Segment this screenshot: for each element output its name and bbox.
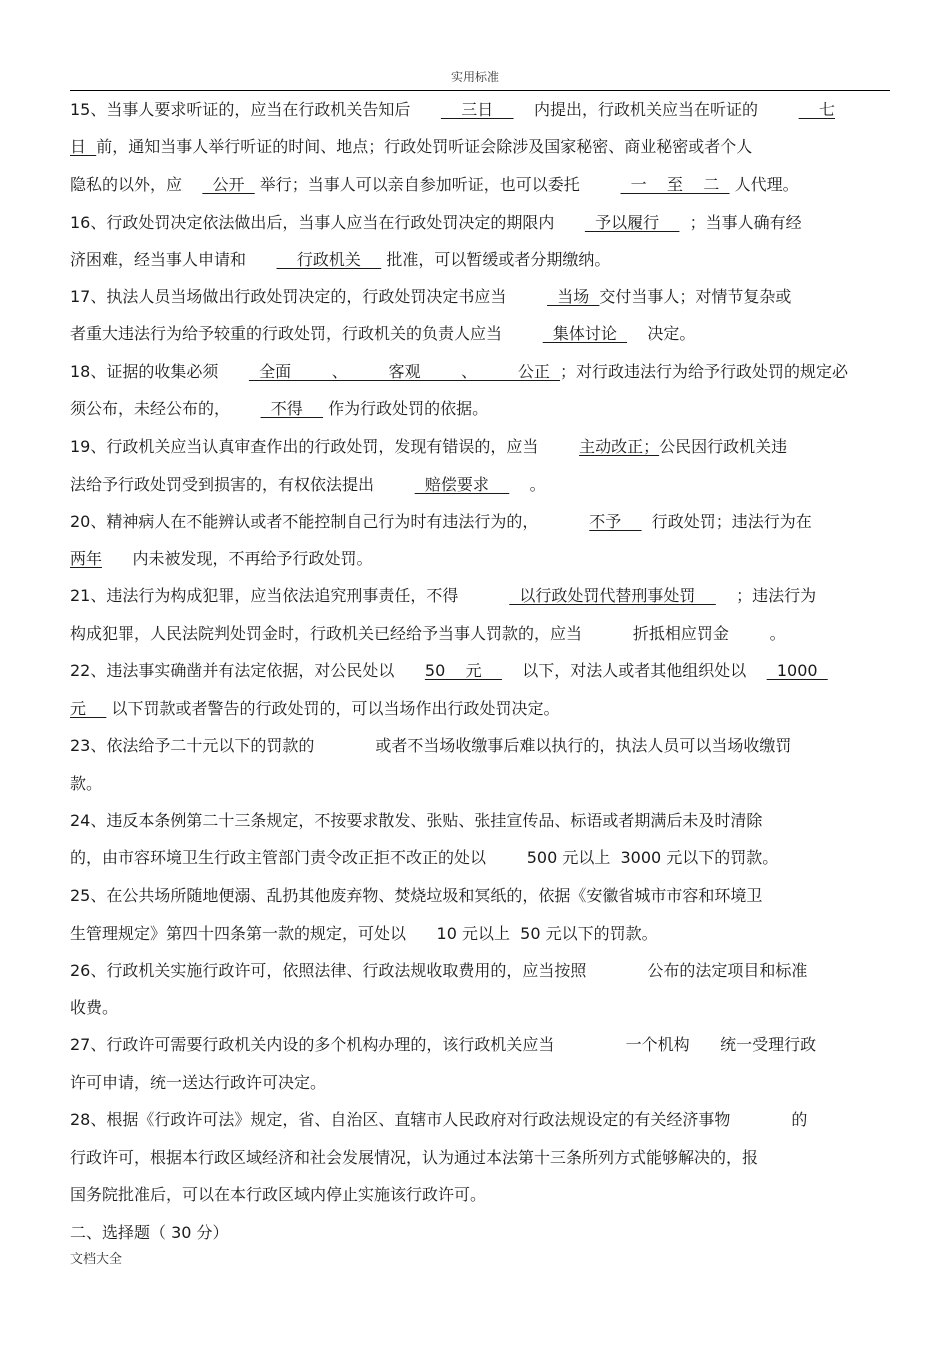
text-segment: 500 元以上 3000 元以下的罚款。 bbox=[486, 848, 779, 867]
text-segment bbox=[506, 287, 547, 306]
text-segment: 法给予行政处罚受到损害的，有权依法提出 bbox=[70, 475, 375, 494]
text-segment: 作为行政处罚的依据。 bbox=[323, 399, 489, 418]
answer-blank: 主动改正； bbox=[579, 437, 660, 456]
text-segment: 20、精神病人在不能辨认或者不能控制自己行为时有违法行为的， bbox=[70, 512, 539, 531]
text-segment bbox=[582, 624, 633, 643]
text-segment: 内提出，行政机关应当在听证的 bbox=[513, 100, 758, 119]
text-segment: 。 bbox=[509, 475, 546, 494]
text-segment: 10 元以上 50 元以下的罚款。 bbox=[406, 924, 658, 943]
answer-blank: 全面 、 客观 、 公正 bbox=[248, 362, 560, 381]
text-segment bbox=[182, 175, 202, 194]
text-segment: 交付当事人；对情节复杂或 bbox=[599, 287, 792, 306]
text-line bbox=[70, 286, 791, 308]
text-segment: 生管理规定》第四十四条第一款的规定，可处以 bbox=[70, 924, 407, 943]
text-line bbox=[70, 99, 835, 121]
text-segment bbox=[538, 437, 579, 456]
text-line bbox=[70, 698, 559, 720]
text-segment bbox=[746, 661, 766, 680]
text-segment: 须公布，未经公布的， bbox=[70, 399, 231, 418]
answer-blank: 元 bbox=[70, 699, 107, 718]
answer-blank: 当场 bbox=[547, 287, 600, 306]
text-line bbox=[70, 361, 848, 383]
text-segment: 27、行政许可需要行政机关内设的多个机构办理的，该行政机关应当 bbox=[70, 1035, 555, 1054]
text-line bbox=[70, 511, 812, 533]
text-line bbox=[70, 1184, 486, 1206]
text-segment: 的 bbox=[730, 1110, 808, 1129]
text-line bbox=[70, 1034, 816, 1056]
text-segment: 行政处罚；违法行为在 bbox=[641, 512, 812, 531]
text-segment: 28、根据《行政许可法》规定，省、自治区、直辖市人民政府对行政法规设定的有关经济事物 bbox=[70, 1110, 731, 1129]
text-segment: 许可申请，统一送达行政许可决定。 bbox=[70, 1073, 327, 1092]
text-segment: 以下，对法人或者其他组织处以 bbox=[501, 661, 747, 680]
page-footer: 文档大全 bbox=[70, 1252, 123, 1267]
text-segment bbox=[410, 100, 441, 119]
text-line bbox=[70, 436, 787, 458]
text-segment: 17、执法人员当场做出行政处罚决定的，行政处罚决定书应当 bbox=[70, 287, 507, 306]
answer-blank: 两年 bbox=[70, 549, 103, 568]
text-segment: 公民因行政机关违 bbox=[659, 437, 788, 456]
answer-blank: 不得 bbox=[260, 399, 324, 418]
answer-blank: 七 bbox=[798, 100, 835, 119]
header-rule bbox=[70, 90, 890, 91]
text-segment bbox=[374, 475, 415, 494]
text-segment: 16、行政处罚决定依法做出后，当事人应当在行政处罚决定的期限内 bbox=[70, 213, 555, 232]
text-line bbox=[70, 847, 778, 869]
text-line bbox=[70, 660, 828, 682]
text-segment bbox=[458, 586, 509, 605]
text-line bbox=[70, 960, 807, 982]
text-line bbox=[70, 1109, 807, 1131]
text-line bbox=[70, 249, 610, 271]
text-line bbox=[70, 323, 695, 345]
text-line bbox=[70, 474, 546, 496]
section-title: 二、选择题（ 30 分） bbox=[70, 1223, 229, 1242]
answer-blank: 行政机关 bbox=[276, 250, 382, 269]
text-segment: 19、行政机关应当认真审查作出的行政处罚，发现有错误的，应当 bbox=[70, 437, 539, 456]
text-segment: 决定。 bbox=[627, 324, 696, 343]
text-segment: 举行；当事人可以亲自参加听证，也可以委托 bbox=[254, 175, 580, 194]
text-segment bbox=[246, 250, 277, 269]
text-line bbox=[70, 735, 791, 757]
text-segment: 内未被发现，不再给予行政处罚。 bbox=[102, 549, 373, 568]
text-segment: 18、证据的收集必须 bbox=[70, 362, 219, 381]
answer-blank: 一 至 二 bbox=[620, 175, 730, 194]
text-segment bbox=[394, 661, 425, 680]
text-line bbox=[70, 1072, 326, 1094]
text-segment bbox=[554, 213, 585, 232]
text-line bbox=[70, 623, 786, 645]
text-segment bbox=[218, 362, 249, 381]
text-segment: 收费。 bbox=[70, 998, 119, 1017]
text-segment: 公布的法定项目和标准 bbox=[586, 961, 808, 980]
text-segment: 22、违法事实确凿并有法定依据，对公民处以 bbox=[70, 661, 395, 680]
answer-blank: 不予 bbox=[589, 512, 642, 531]
answer-blank: 赔偿要求 bbox=[414, 475, 510, 494]
text-segment: 23、依法给予二十元以下的罚款的 bbox=[70, 736, 315, 755]
text-line bbox=[70, 174, 799, 196]
answer-blank: 集体讨论 bbox=[542, 324, 628, 343]
text-segment bbox=[580, 175, 621, 194]
text-segment: 21、违法行为构成犯罪，应当依法追究刑事责任，不得 bbox=[70, 586, 459, 605]
answer-blank: 三日 bbox=[440, 100, 514, 119]
answer-blank: 1000 bbox=[766, 661, 828, 680]
answer-blank: 50 元 bbox=[424, 661, 502, 680]
text-segment bbox=[758, 100, 799, 119]
text-segment bbox=[538, 512, 589, 531]
text-line bbox=[70, 585, 816, 607]
text-segment: 前，通知当事人举行听证的时间、地点；行政处罚听证会除涉及国家秘密、商业秘密或者个人 bbox=[96, 137, 753, 156]
text-segment: 隐私的以外，应 bbox=[70, 175, 183, 194]
text-segment: 批准，可以暂缓或者分期缴纳。 bbox=[381, 250, 611, 269]
text-segment: 以下罚款或者警告的行政处罚的，可以当场作出行政处罚决定。 bbox=[106, 699, 560, 718]
answer-blank: 予以履行 bbox=[584, 213, 680, 232]
text-line bbox=[70, 1147, 758, 1169]
text-line bbox=[70, 136, 752, 158]
answer-blank: 以行政处罚代替刑事处罚 bbox=[509, 586, 716, 605]
text-segment bbox=[502, 324, 543, 343]
text-segment: 24、违反本条例第二十三条规定，不按要求散发、张贴、张挂宣传品、标语或者期满后未及时清除 bbox=[70, 811, 763, 830]
text-segment: 的，由市容环境卫生行政主管部门责令改正拒不改正的处以 bbox=[70, 848, 487, 867]
text-segment: 25、在公共场所随地便溺、乱扔其他废弃物、焚烧垃圾和冥纸的，依据《安徽省城市市容和环境卫 bbox=[70, 886, 763, 905]
text-segment: 一个机构 统一受理行政 bbox=[554, 1035, 817, 1054]
answer-blank: 公开 bbox=[202, 175, 255, 194]
text-segment: 行政许可，根据本行政区域经济和社会发展情况，认为通过本法第十三条所列方式能够解决的，报 bbox=[70, 1148, 759, 1167]
text-line bbox=[70, 810, 762, 832]
text-line bbox=[70, 997, 118, 1019]
text-line bbox=[70, 212, 802, 234]
text-segment: 国务院批准后，可以在本行政区域内停止实施该行政许可。 bbox=[70, 1185, 487, 1204]
text-line bbox=[70, 923, 658, 945]
text-line bbox=[70, 773, 102, 795]
text-line bbox=[70, 885, 762, 907]
text-segment: 济困难，经当事人申请和 bbox=[70, 250, 247, 269]
text-segment: 构成犯罪，人民法院判处罚金时，行政机关已经给予当事人罚款的，应当 bbox=[70, 624, 583, 643]
text-line bbox=[70, 548, 373, 570]
text-segment: 人代理。 bbox=[729, 175, 799, 194]
text-segment bbox=[230, 399, 261, 418]
text-segment: 26、行政机关实施行政许可，依照法律、行政法规收取费用的，应当按照 bbox=[70, 961, 587, 980]
text-segment: 款。 bbox=[70, 774, 103, 793]
answer-blank: 日 bbox=[70, 137, 97, 156]
page-header: 实用标准 bbox=[450, 70, 499, 84]
text-segment: ；当事人确有经 bbox=[679, 213, 802, 232]
text-segment: 或者不当场收缴事后难以执行的，执法人员可以当场收缴罚 bbox=[314, 736, 792, 755]
text-segment: 15、当事人要求听证的，应当在行政机关告知后 bbox=[70, 100, 411, 119]
text-segment: 者重大违法行为给予较重的行政处罚，行政机关的负责人应当 bbox=[70, 324, 503, 343]
text-segment: 。 bbox=[728, 624, 786, 643]
text-segment: 折抵相应罚金 bbox=[632, 624, 729, 643]
text-line bbox=[70, 398, 488, 420]
text-segment: ；违法行为 bbox=[715, 586, 817, 605]
text-segment: ；对行政违法行为给予行政处罚的规定必 bbox=[560, 362, 849, 381]
